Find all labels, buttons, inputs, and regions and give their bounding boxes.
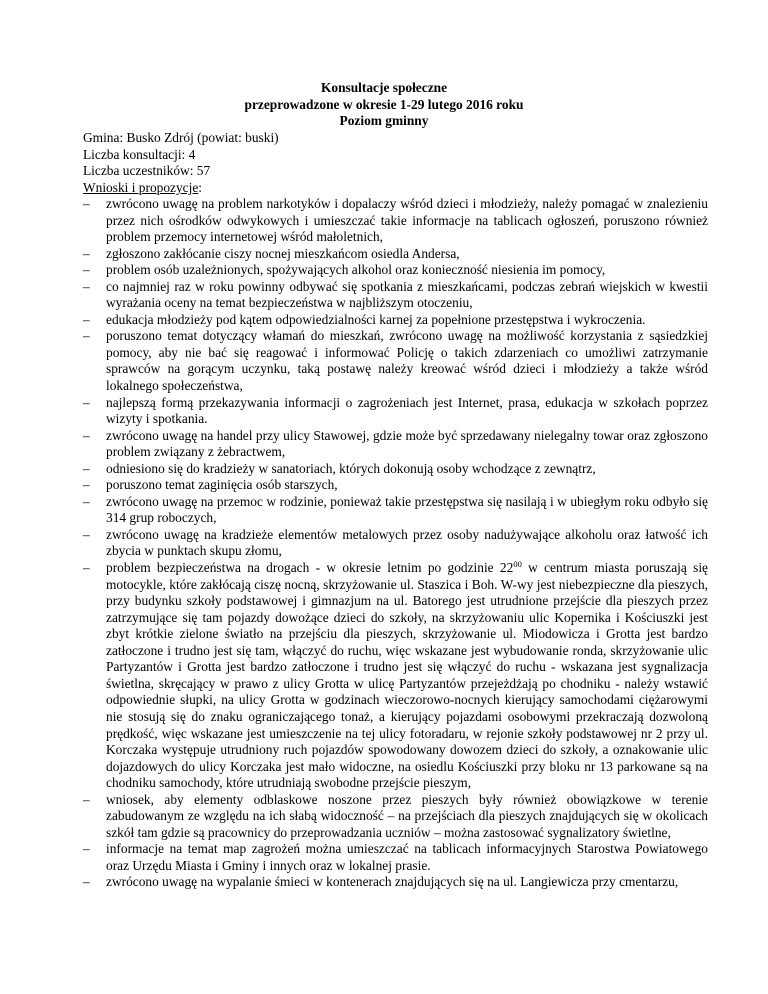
list-item-text: najlepszą formą przekazywania informacji o zagrożeniach jest Internet, prasa, edukacja w szkołach poprzez wizyty i spotkania. — [106, 394, 708, 427]
proposals-list — [83, 196, 708, 891]
bullet-dash: – — [83, 262, 90, 278]
bullet-dash: – — [83, 394, 90, 410]
bullet-dash: – — [83, 328, 90, 344]
list-item — [83, 477, 708, 494]
list-item-text: co najmniej raz w roku powinny odbywać się spotkania z mieszkańcami, podczas zebrań wiejskich w kwestii wyrażania oceny na temat bezpieczeństwa w najbliższym otoczeniu, — [106, 278, 708, 311]
meta-consultation-count: Liczba konsultacji: 4 — [83, 146, 196, 162]
bullet-dash: – — [83, 460, 90, 476]
list-item — [83, 328, 708, 394]
list-item — [83, 560, 708, 792]
list-item-text: wniosek, aby elementy odblaskowe noszone przez pieszych były również obowiązkowe w terenie zabudowanym ze względu na ich słabą widoczność – na przejściach dla pieszych znajdujących się w okolicach szkół tam gdzie są pracownicy do przeprowadzania uczniów – można zastosować sygnalizatory świetlne, — [106, 791, 708, 840]
list-item-text-part: w centrum miasta poruszają się motocykle, które zakłócają ciszę nocną, skrzyżowanie ul. Staszica i Boh. W-wy jest niebezpieczne dla pieszych, przy budynku szkoły podstawowej i gimnazjum na ul. Batorego jest utrudnione przejście dla pieszych przez zatrzymujące się tam pojazdy dowożące dzieci do szkoły, na skrzyżowaniu ulic Kopernika i Kościuszki jest zbyt krótkie zielone światło na przejściu dla pieszych, skrzyżowanie ul. Miodowicza i Grotta jest bardzo zatłoczone i trudno jest się tam, włączyć do ruchu, więc wskazane jest wybudowanie ronda, skrzyżowanie ulic Partyzantów i Grotta jest bardzo zatłoczone i trudno jest się włączyć do ruchu - wskazana jest sygnalizacja świetlna, skręcający w prawo z ulicy Grotta w ulicę Partyzantów przejeżdżają po chodniku - należy wstawić odpowiednie słupki, na ulicy Grotta w godzinach wieczorowo-nocnych kierujący samochodami ciężarowymi nie stosują się do znaku ograniczającego tonaż, a kierujący pojazdami osobowymi przekraczają dozwoloną prędkość, więc wskazane jest umieszczenie na tej ulicy fotoradaru, w rejonie szkoły podstawowej nr 2 przy ul. Korczaka występuje utrudniony ruch pojazdów spowodowany dowozem dzieci do szkoły, a oznakowanie ulic dojazdowych do ulicy Korczaka jest mało widoczne, na osiedlu Kościuszki przy bloku nr 13 parkowane są na chodniku samochody, które utrudniają swobodne przejście pieszym, — [106, 560, 708, 791]
bullet-dash: – — [83, 874, 90, 890]
proposals-heading-colon: : — [198, 179, 203, 195]
list-item-text: zwrócono uwagę na przemoc w rodzinie, ponieważ takie przestępstwa się nasilają i w ubiegłym roku odbyło się 314 grup roboczych, — [106, 493, 708, 526]
meta-participant-count: Liczba uczestników: 57 — [83, 163, 211, 179]
list-item — [83, 874, 708, 891]
list-item-text: problem osób uzależnionych, spożywających alkohol oraz konieczność niesienia im pomocy, — [106, 262, 606, 278]
list-item — [83, 494, 708, 527]
proposals-heading-label: Wnioski i propozycje — [83, 179, 199, 195]
header-title: Konsultacje społeczne — [320, 80, 448, 95]
list-item-text: odniesiono się do kradzieży w sanatoriach, których dokonują osoby wchodzące z zewnątrz, — [106, 460, 596, 476]
bullet-dash: – — [83, 245, 90, 261]
list-item-text: zwrócono uwagę na handel przy ulicy Stawowej, gdzie może być sprzedawany nielegalny towar oraz zgłoszono problem związany z żebractwem, — [106, 427, 708, 460]
list-item-text — [106, 560, 708, 792]
list-item — [83, 792, 708, 842]
list-item-text: zwrócono uwagę na problem narkotyków i dopalaczy wśród dzieci i młodzieży, należy pomagać w znalezieniu przez nich ośrodków odwykowych i umieszczać takie informacje na tablicach ogłoszeń, poruszono również problem przemocy internetowej wśród małoletnich, — [106, 196, 708, 245]
document-header — [0, 80, 768, 130]
list-item-text: edukacja młodzieży pod kątem odpowiedzialności karnej za popełnione przestępstwa i wykroczenia. — [106, 311, 646, 327]
bullet-dash: – — [83, 311, 90, 327]
list-item — [83, 841, 708, 874]
list-item-text: zwrócono uwagę na kradzieże elementów metalowych przez osoby nadużywające alkoholu oraz łatwość ich zbycia w punktach skupu złomu, — [106, 526, 708, 559]
bullet-dash: – — [83, 841, 90, 857]
bullet-dash: – — [83, 196, 90, 211]
meta-gmina: Gmina: Busko Zdrój (powiat: buski) — [83, 130, 279, 145]
bullet-dash: – — [83, 526, 90, 542]
proposals-heading — [83, 180, 703, 197]
header-period: przeprowadzone w okresie 1-29 lutego 2016 roku — [244, 96, 524, 112]
list-item — [83, 312, 708, 329]
list-item-text: zwrócono uwagę na wypalanie śmieci w kontenerach znajdujących się na ul. Langiewicza przy cmentarzu, — [106, 874, 679, 890]
list-item — [83, 461, 708, 478]
bullet-dash: – — [83, 427, 90, 443]
list-item — [83, 262, 708, 279]
bullet-dash: – — [83, 791, 90, 807]
bullet-dash: – — [83, 477, 90, 493]
list-item-text: poruszono temat dotyczący włamań do mieszkań, zwrócono uwagę na możliwość korzystania z sąsiedzkiej pomocy, aby nie bać się reagować i informować Policję o takich zdarzeniach co umożliwi zatrzymanie sprawców na gorącym uczynku, taką postawę należy kreować wśród dzieci i młodzieży a także wśród lokalnego społeczeństwa, — [106, 328, 708, 394]
bullet-dash: – — [83, 493, 90, 509]
list-item — [83, 246, 708, 263]
list-item-text: informacje na temat map zagrożeń można umieszczać na tablicach informacyjnych Starostwa Powiatowego oraz Urzędu Miasta i Gminy i innych oraz w lokalnej prasie. — [106, 841, 708, 873]
list-item — [83, 395, 708, 428]
header-level: Poziom gminny — [339, 113, 429, 129]
bullet-dash: – — [83, 278, 90, 294]
list-item-text: zgłoszono zakłócanie ciszy nocnej mieszkańcom osiedla Andersa, — [106, 245, 460, 261]
list-item-text: poruszono temat zaginięcia osób starszych, — [106, 477, 338, 493]
list-item-text-part: problem bezpieczeństwa na drogach - w okresie letnim po godzinie 22 — [106, 560, 514, 576]
list-item — [83, 196, 708, 246]
consultation-meta — [83, 130, 703, 196]
list-item — [83, 279, 708, 312]
bullet-dash: – — [83, 560, 90, 576]
list-item — [83, 428, 708, 461]
list-item — [83, 527, 708, 560]
time-superscript: 00 — [513, 559, 522, 570]
